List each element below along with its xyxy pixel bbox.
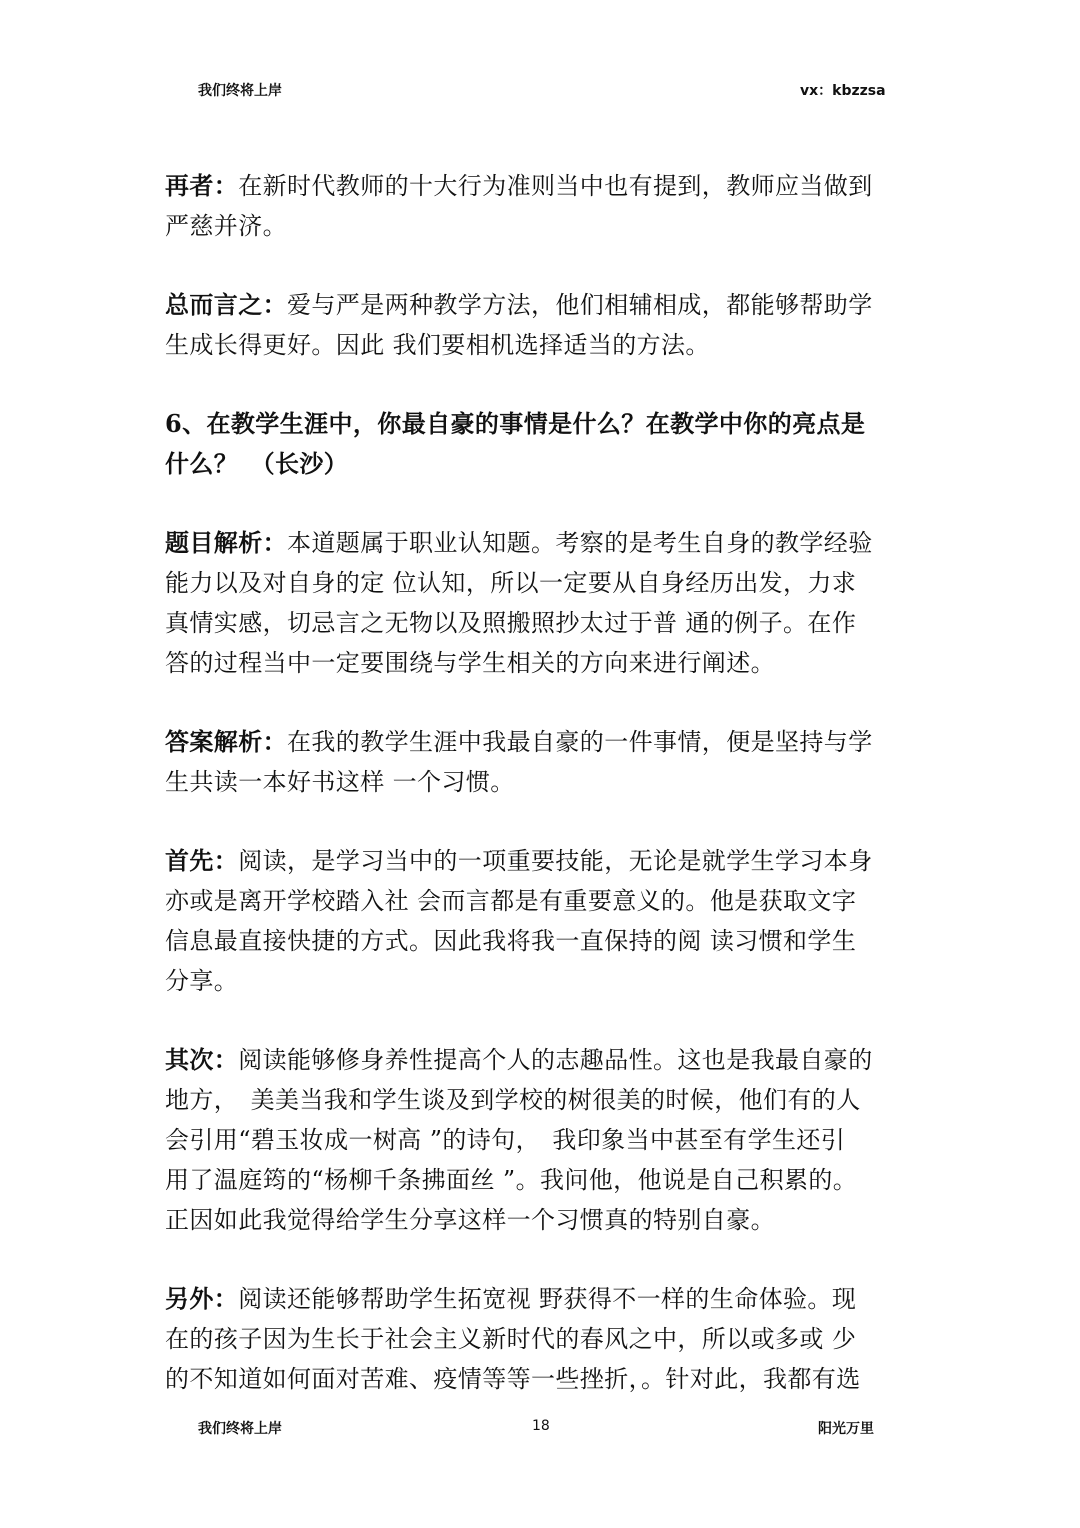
paragraph-additionally	[165, 1279, 915, 1399]
paragraph-line	[165, 166, 915, 206]
paragraph-text: 爱与严是两种教学方法，他们相辅相成，都能够帮助学	[287, 291, 873, 319]
paragraph-text: 阅读还能够帮助学生拓宽视 野获得不一样的生命体验。现	[238, 1285, 857, 1313]
paragraph-line: 亦或是离开学校踏入社 会而言都是有重要意义的。他是获取文字	[165, 887, 857, 915]
paragraph-lead: 总而言之：	[165, 290, 287, 319]
paragraph-line: 的不知道如何面对苦难、疫情等等一些挫折，。针对此，我都有选	[165, 1365, 861, 1393]
paragraph-lead: 答案解析：	[165, 727, 287, 756]
paragraph-line	[165, 1040, 915, 1080]
paragraph-second	[165, 1040, 915, 1240]
paragraph-analysis	[165, 523, 915, 683]
page-content	[165, 166, 915, 1438]
paragraph-text: 在新时代教师的十大行为准则当中也有提到，教师应当做到	[238, 172, 873, 200]
paragraph-line	[165, 523, 915, 563]
paragraph-line: 答的过程当中一定要围绕与学生相关的方向来进行阐述。	[165, 649, 775, 677]
paragraph-answer	[165, 722, 915, 802]
question-heading	[165, 404, 915, 484]
paragraph-line: 信息最直接快捷的方式。因此我将我一直保持的阅 读习惯和学生	[165, 927, 857, 955]
paragraph-line: 生共读一本好书这样 一个习惯。	[165, 768, 515, 796]
paragraph-lead: 另外：	[165, 1284, 239, 1313]
header-left-text: 我们终将上岸	[198, 83, 282, 99]
paragraph-line: 真情实感，切忌言之无物以及照搬照抄太过于普 通的例子。在作	[165, 609, 857, 637]
paragraph-line	[165, 841, 915, 881]
question-line: 什么？ （长沙）	[165, 449, 349, 478]
paragraph-line: 地方， 美美当我和学生谈及到学校的树很美的时候，他们有的人	[165, 1086, 861, 1114]
footer-left-text: 我们终将上岸	[198, 1421, 282, 1437]
page-number: 18	[532, 1418, 550, 1434]
header-right-text: vx：kbzzsa	[800, 83, 886, 99]
paragraph-line: 生成长得更好。因此 我们要相机选择适当的方法。	[165, 331, 710, 359]
paragraph-lead: 首先：	[165, 846, 239, 875]
paragraph-lead: 再者：	[165, 171, 239, 200]
paragraph-line: 在的孩子因为生长于社会主义新时代的春风之中，所以或多或 少	[165, 1325, 857, 1353]
paragraph-lead: 题目解析：	[165, 528, 287, 557]
paragraph-lead: 其次：	[165, 1045, 239, 1074]
paragraph-text: 本道题属于职业认知题。考察的是考生自身的教学经验	[287, 529, 873, 557]
paragraph-line: 正因如此我觉得给学生分享这样一个习惯真的特别自豪。	[165, 1206, 775, 1234]
paragraph-line: 严慈并济。	[165, 212, 287, 240]
paragraph-text: 阅读能够修身养性提高个人的志趣品性。这也是我最自豪的	[238, 1046, 873, 1074]
paragraph-line: 会引用“碧玉妆成一树高 ”的诗句， 我印象当中甚至有学生还引	[165, 1126, 846, 1154]
paragraph-first	[165, 841, 915, 1001]
paragraph-text: 阅读，是学习当中的一项重要技能，无论是就学生学习本身	[238, 847, 873, 875]
paragraph-conclusion	[165, 285, 915, 365]
paragraph-text: 在我的教学生涯中我最自豪的一件事情，便是坚持与学	[287, 728, 873, 756]
paragraph-line: 用了温庭筠的“杨柳千条拂面丝 ”。我问他，他说是自己积累的。	[165, 1166, 858, 1194]
paragraph-line: 分享。	[165, 967, 239, 995]
paragraph-line: 能力以及对自身的定 位认知，所以一定要从自身经历出发，力求	[165, 569, 857, 597]
paragraph-line	[165, 722, 915, 762]
question-line: 6、在教学生涯中，你最自豪的事情是什么？在教学中你的亮点是	[165, 409, 866, 438]
footer-right-text: 阳光万里	[818, 1421, 874, 1437]
paragraph-line	[165, 1279, 915, 1319]
paragraph-zaizhe	[165, 166, 915, 246]
paragraph-line	[165, 285, 915, 325]
